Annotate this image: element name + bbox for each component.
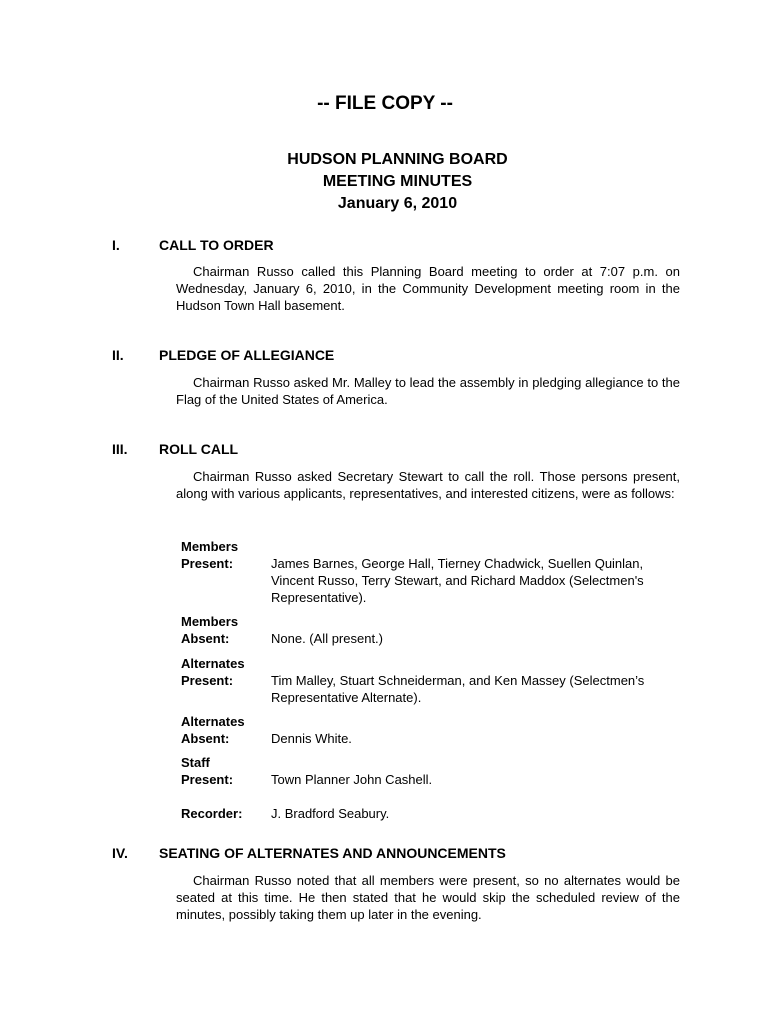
roll-call-value: Dennis White. (271, 731, 352, 746)
roll-call-label: Present: (181, 673, 234, 688)
roll-call-value: Town Planner John Cashell. (271, 772, 433, 787)
roll-call-label: Present: (181, 556, 234, 571)
roll-call-label: Members (181, 614, 239, 629)
roll-call-value: Tim Malley, Stuart Schneiderman, and Ken Massey (Selectmen’s Representative Alternate). (271, 673, 645, 705)
roll-call-label: Staff (181, 755, 210, 770)
section-title: SEATING OF ALTERNATES AND ANNOUNCEMENTS (159, 845, 506, 861)
doc-title: MEETING MINUTES (322, 173, 473, 190)
section-number: I. (112, 237, 120, 253)
meeting-date: January 6, 2010 (337, 195, 458, 212)
section-title: CALL TO ORDER (159, 237, 274, 253)
file-copy-stamp: -- FILE COPY -- (317, 93, 453, 114)
section-number: IV. (112, 845, 128, 861)
roll-call-label: Absent: (181, 631, 230, 646)
roll-call-value: J. Bradford Seabury. (271, 806, 390, 821)
section-body: Chairman Russo called this Planning Board meeting to order at 7:07 p.m. on Wednesday, January 6, 2010, in the Community Development meeting room in the Hudson Town Hall basement. (176, 264, 680, 313)
section-body: Chairman Russo asked Mr. Malley to lead the assembly in pledging allegiance to the Flag of the United States of America. (176, 375, 680, 407)
section-body: Chairman Russo noted that all members were present, so no alternates would be seated at this time. He then stated that he would skip the scheduled review of the minutes, possibly taking them up later in the evening. (176, 873, 680, 922)
roll-call-label: Present: (181, 772, 234, 787)
roll-call-label: Members (181, 539, 239, 554)
roll-call-label: Absent: (181, 731, 230, 746)
roll-call-label: Alternates (181, 656, 245, 671)
section-title: PLEDGE OF ALLEGIANCE (159, 347, 335, 363)
org-title: HUDSON PLANNING BOARD (287, 151, 508, 168)
section-number: III. (112, 441, 128, 457)
section-body: Chairman Russo asked Secretary Stewart to call the roll. Those persons present, along with various applicants, representatives, and interested citizens, were as follows: (176, 469, 680, 501)
section-number: II. (112, 347, 124, 363)
section-title: ROLL CALL (159, 441, 239, 457)
roll-call-value: None. (All present.) (271, 631, 383, 646)
roll-call-label: Alternates (181, 714, 245, 729)
roll-call-label: Recorder: (181, 806, 243, 821)
roll-call-value: James Barnes, George Hall, Tierney Chadwick, Suellen Quinlan, Vincent Russo, Terry Stewart, and Richard Maddox (Selectmen's Representative). (271, 556, 644, 605)
